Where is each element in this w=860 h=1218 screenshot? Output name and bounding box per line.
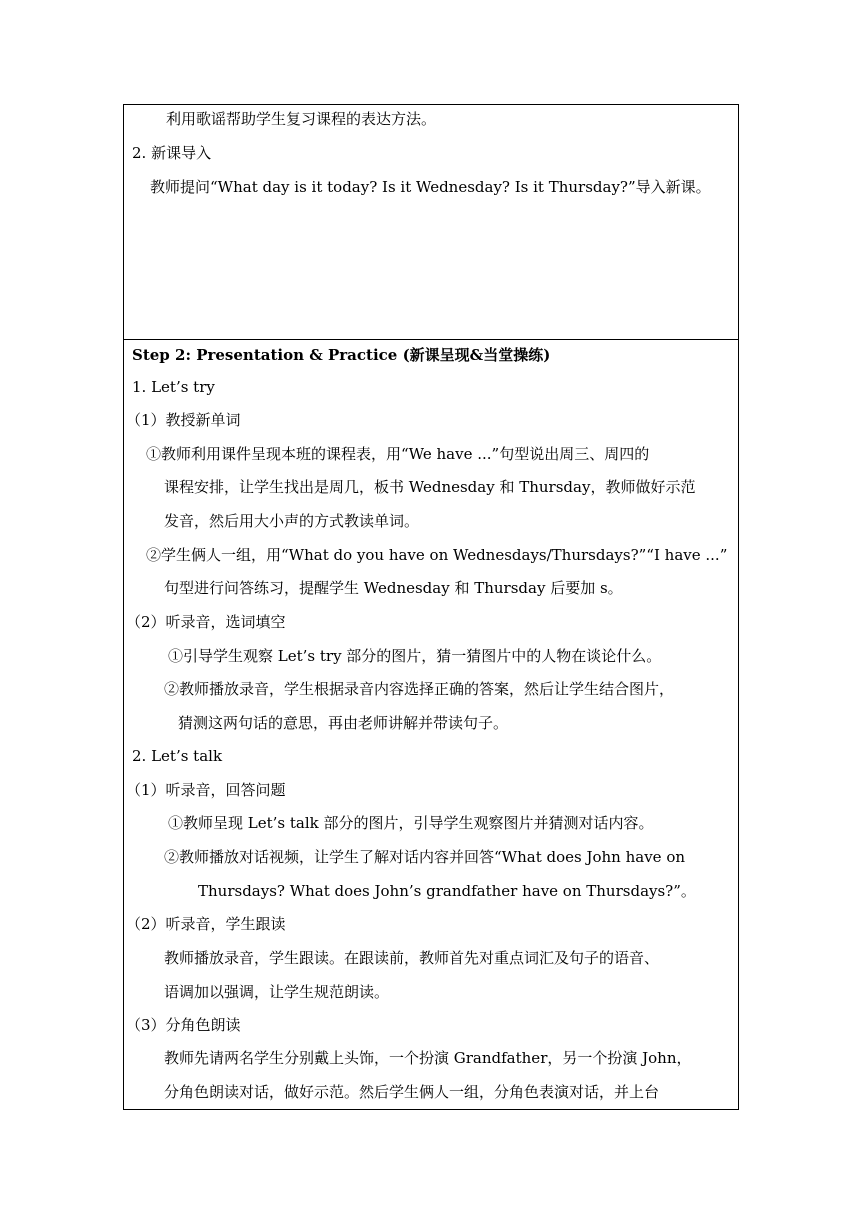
text-line: 分角色朗读对话，做好示范。然后学生俩人一组，分角色表演对话，并上台: [164, 1083, 660, 1101]
section-heading: 2. Let’s talk: [132, 747, 223, 765]
lesson-plan-table: [123, 104, 739, 1110]
text-line: 利用歌谣帮助学生复习课程的表达方法。: [166, 110, 437, 128]
text-line: 教师先请两名学生分别戴上头饰，一个扮演 Grandfather，另一个扮演 John，: [164, 1049, 692, 1067]
text-line: 发音，然后用大小声的方式教读单词。: [164, 512, 420, 530]
text-line: ①教师呈现 Let’s talk 部分的图片，引导学生观察图片并猜测对话内容。: [168, 814, 654, 832]
step-heading: Step 2: Presentation & Practice (新课呈现&当堂操练): [132, 346, 551, 364]
table-cell-presentation: [124, 340, 738, 1109]
subsection-heading: （1）听录音，回答问题: [126, 781, 286, 799]
text-line: 语调加以强调，让学生规范朗读。: [164, 983, 390, 1001]
text-line: ①引导学生观察 Let’s try 部分的图片，猜一猜图片中的人物在谈论什么。: [168, 647, 662, 665]
subsection-heading: （1）教授新单词: [126, 411, 241, 429]
section-heading: 1. Let’s try: [132, 378, 215, 396]
subsection-heading: （2）听录音，选词填空: [126, 613, 286, 631]
section-heading: 2. 新课导入: [132, 144, 212, 162]
table-cell-lead-in: [124, 105, 738, 340]
subsection-heading: （2）听录音，学生跟读: [126, 915, 286, 933]
text-line: ①教师利用课件呈现本班的课程表，用“We have ...”句型说出周三、周四的: [146, 445, 650, 463]
text-line: 教师播放录音，学生跟读。在跟读前，教师首先对重点词汇及句子的语音、: [164, 949, 660, 967]
text-line: ②教师播放对话视频，让学生了解对话内容并回答“What does John have on: [164, 848, 686, 866]
text-line: Thursdays? What does John’s grandfather have on Thursdays?”。: [198, 882, 696, 900]
text-line: 猜测这两句话的意思，再由老师讲解并带读句子。: [178, 714, 509, 732]
text-line: ②教师播放录音，学生根据录音内容选择正确的答案，然后让学生结合图片，: [164, 680, 675, 698]
text-line: 教师提问“What day is it today? Is it Wednesday? Is it Thursday?”导入新课。: [150, 178, 711, 196]
text-line: 句型进行问答练习，提醒学生 Wednesday 和 Thursday 后要加 s。: [164, 579, 623, 597]
text-line: 课程安排，让学生找出是周几，板书 Wednesday 和 Thursday，教师做好示范: [164, 478, 696, 496]
subsection-heading: （3）分角色朗读: [126, 1016, 241, 1034]
text-line: ②学生俩人一组，用“What do you have on Wednesdays/Thursdays?”“I have ...”: [146, 546, 728, 564]
